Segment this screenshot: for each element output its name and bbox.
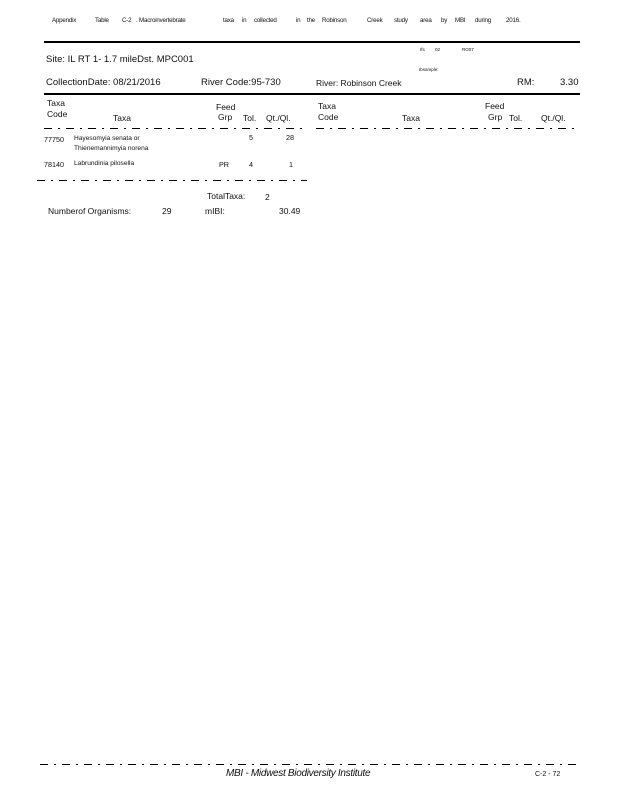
top-rule xyxy=(44,41,580,43)
header-code: Ifs xyxy=(420,47,425,52)
caption-word: the xyxy=(307,17,316,24)
col-taxa-code: Code xyxy=(47,109,68,119)
caption-word: area xyxy=(420,17,432,24)
col-feed-grp: Grp xyxy=(218,112,233,122)
row-taxa: Hayesomyia senata or xyxy=(74,135,140,142)
header-code: Ibsample: xyxy=(419,67,439,72)
header-code: 02 xyxy=(435,47,441,52)
header-code: RO07 xyxy=(462,47,474,52)
row-qtql: 28 xyxy=(286,133,294,142)
river-code: River Code:95-730 xyxy=(201,77,281,88)
row-tol: 5 xyxy=(249,133,253,142)
caption-word: by xyxy=(441,17,448,24)
caption-word: Creek xyxy=(367,17,383,24)
footer-rule xyxy=(40,764,580,765)
caption-word: collected xyxy=(254,17,277,24)
col-tol: Tol. xyxy=(509,113,523,123)
caption-word: Table xyxy=(95,17,109,24)
col-taxa: Taxa xyxy=(113,113,131,123)
table-end-divider xyxy=(37,180,307,181)
col-taxa: Taxa xyxy=(402,113,420,123)
col-tol: Tol. xyxy=(243,113,257,123)
river-name: River: Robinson Creek xyxy=(316,78,402,88)
total-taxa-value: 2 xyxy=(265,192,270,202)
caption-word: 2016. xyxy=(506,17,521,24)
row-taxa-cont: Thienemannimyia norena xyxy=(74,145,149,152)
col-taxa-code: Taxa xyxy=(318,101,336,111)
caption-word: taxa xyxy=(223,17,234,24)
header-divider-right xyxy=(316,128,580,129)
num-organisms-value: 29 xyxy=(162,206,172,216)
caption-word: . Macroinvertebrate xyxy=(136,17,186,24)
row-grp: PR xyxy=(219,160,229,169)
caption-word: study xyxy=(394,17,408,24)
caption-word: in xyxy=(242,17,247,24)
mibi-value: 30.49 xyxy=(279,206,301,216)
row-taxa: Labrundinia pilosella xyxy=(74,160,135,167)
caption-word: in xyxy=(296,17,301,24)
site-label: Site: IL RT 1- 1.7 mileDst. MPC001 xyxy=(46,54,194,65)
caption-word: C-2 xyxy=(122,17,132,24)
col-feed: Feed xyxy=(216,102,236,112)
col-feed-grp: Grp xyxy=(488,112,503,122)
footer-institute: MBI - Midwest Biodiversity Institute xyxy=(226,768,371,779)
mibi-label: mIBI: xyxy=(205,206,225,216)
col-feed: Feed xyxy=(485,101,505,111)
col-qtql: Qt./Ql. xyxy=(266,113,291,123)
caption-word: Robinson xyxy=(322,17,347,24)
rm-value: 3.30 xyxy=(560,77,579,88)
caption-word: Appendix xyxy=(52,17,77,24)
caption-word: MBI xyxy=(455,17,466,24)
header-divider-left xyxy=(44,128,306,129)
footer-page-number: C-2 - 72 xyxy=(535,771,561,778)
rm-label: RM: xyxy=(517,77,535,88)
row-qtql: 1 xyxy=(289,160,293,169)
col-taxa-code: Code xyxy=(318,112,339,122)
row-code: 77750 xyxy=(44,135,64,144)
header-rule xyxy=(44,93,580,95)
num-organisms-label: Numberof Organisms: xyxy=(48,206,132,216)
col-qtql: Qt./Ql. xyxy=(541,113,566,123)
row-code: 78140 xyxy=(44,160,64,169)
total-taxa-label: TotalTaxa: xyxy=(207,191,246,201)
row-tol: 4 xyxy=(249,160,253,169)
collection-date: CollectionDate: 08/21/2016 xyxy=(46,77,161,88)
caption-word: during xyxy=(475,17,491,24)
col-taxa-code: Taxa xyxy=(47,98,65,108)
